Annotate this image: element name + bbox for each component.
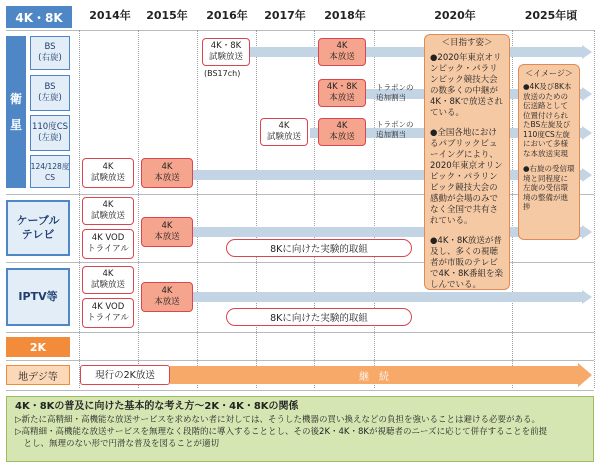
continue-arrow-head xyxy=(578,363,592,387)
arrow-head xyxy=(582,126,592,140)
year-2017: 2017年 xyxy=(264,9,306,22)
cs124-trial-box: 4K 試験放送 xyxy=(82,158,134,188)
goal-panel-title: ＜目指す姿＞ xyxy=(441,38,493,48)
footer-line: とし、無理のない形で円滑な普及を図ることが適切 xyxy=(15,439,220,449)
arrow-head xyxy=(582,290,592,304)
grid-line xyxy=(512,30,513,388)
image-panel xyxy=(518,64,580,240)
row-label-cs110: 110度CS (左旋) xyxy=(30,115,70,151)
grid-line xyxy=(374,30,375,388)
grid-line xyxy=(79,30,80,388)
current-2k-box: 現行の2K放送 xyxy=(80,365,170,385)
row-rule xyxy=(6,332,594,333)
footer-panel xyxy=(6,396,594,462)
iptv-8k-box: 8Kに向けた実験的取組 xyxy=(226,308,412,326)
arrow-head xyxy=(582,225,592,239)
goal-item: ●全国各地におけるパブリックビューイングにより、2020年東京オリンピック・パラリンピック競技大会の感動が会場のみでなく全国で共有されている。 xyxy=(430,128,503,226)
cs124-main-box: 4K 本放送 xyxy=(141,158,193,188)
year-2018: 2018年 xyxy=(324,9,366,22)
row-label-bs-left: BS (左旋) xyxy=(30,75,70,111)
row-label-iptv: IPTV等 xyxy=(6,268,70,326)
year-2015: 2015年 xyxy=(146,9,188,22)
image-item: ●4K及び8K本放送のための伝送路として位置付けられたBS左旋及び110度CS左旋において多様な本放送実現 xyxy=(523,82,572,158)
iptv-main-box: 4K 本放送 xyxy=(141,282,193,312)
satellite-category: 衛 星 xyxy=(6,36,26,188)
arrow-head xyxy=(582,45,592,59)
grid-line xyxy=(594,30,595,388)
iptv-vod-box: 4K VOD トライアル xyxy=(82,298,134,328)
transponder-note-1: トラポンの 追加割当 xyxy=(376,83,414,102)
bs-trial-2016-box: 4K・8K 試験放送 xyxy=(202,38,250,66)
iptv-trial-box: 4K 試験放送 xyxy=(82,266,134,294)
arrow-head xyxy=(582,87,592,101)
continue-arrow: 継 続 xyxy=(170,366,578,384)
image-item: ●右旋の受信環境と同程度に左旋の受信環境の整備が進捗 xyxy=(523,164,575,211)
goal-item: ●2020年東京オリンピック・パラリンピック競技大会の数多くの中継が4K・8Kで放送されている。 xyxy=(430,53,503,118)
goal-panel xyxy=(424,34,510,290)
row-label-bs-right: BS (右旋) xyxy=(30,36,70,70)
transponder-note-2: トラポンの 追加割当 xyxy=(376,120,414,139)
bs17ch-note: (BS17ch) xyxy=(204,69,241,78)
footer-line: ▷新たに高精細・高機能な放送サービスを求めない者に対しては、そうした機器の買い換えなどの負担を強いることは避ける必要がある。 xyxy=(15,415,541,425)
image-panel-title: ＜イメージ＞ xyxy=(525,69,573,78)
row-rule xyxy=(6,390,594,391)
corner-label-4k8k: 4K・8K xyxy=(6,6,72,28)
cable-main-box: 4K 本放送 xyxy=(141,217,193,247)
cable-8k-box: 8Kに向けた実験的取組 xyxy=(226,239,412,257)
cable-vod-box: 4K VOD トライアル xyxy=(82,229,134,259)
arrow-bs-right xyxy=(250,47,582,57)
grid-line xyxy=(197,30,198,388)
arrow-iptv xyxy=(192,292,582,302)
grid-line xyxy=(256,30,257,388)
bsleft-main-2018-box: 4K・8K 本放送 xyxy=(318,79,366,107)
footer-line: ▷高精細・高機能な放送サービスを無理なく段階的に導入することとし、その後2K・4K・8Kが視聴者のニーズに応じて併存することを前提 xyxy=(15,427,548,437)
goal-item: ●4K・8K放送が普及し、多くの視聴者が市販のテレビで4K・8K番組を楽しんでいる。 xyxy=(430,236,503,290)
row-label-cs124: 124/128度 CS xyxy=(30,155,70,188)
year-2025: 2025年頃 xyxy=(524,9,578,22)
row-rule xyxy=(6,360,594,361)
grid-line xyxy=(138,30,139,388)
footer-title: 4K・8Kの普及に向けた基本的な考え方～2K・4K・8Kの関係 xyxy=(15,401,299,412)
row-label-cable: ケーブル テレビ xyxy=(6,200,70,256)
grid-line xyxy=(314,30,315,388)
cs110-main-2018-box: 4K 本放送 xyxy=(318,118,366,146)
arrow-head xyxy=(582,168,592,182)
header-rule xyxy=(6,30,594,31)
year-2020: 2020年 xyxy=(434,9,476,22)
bs-main-2018-box: 4K 本放送 xyxy=(318,38,366,66)
cs110-trial-2017-box: 4K 試験放送 xyxy=(260,118,308,146)
year-2016: 2016年 xyxy=(206,9,248,22)
row-label-2k: 2K xyxy=(6,337,70,357)
year-2014: 2014年 xyxy=(89,9,131,22)
row-label-terrestrial: 地デジ等 xyxy=(6,365,70,385)
cable-trial-box: 4K 試験放送 xyxy=(82,197,134,225)
